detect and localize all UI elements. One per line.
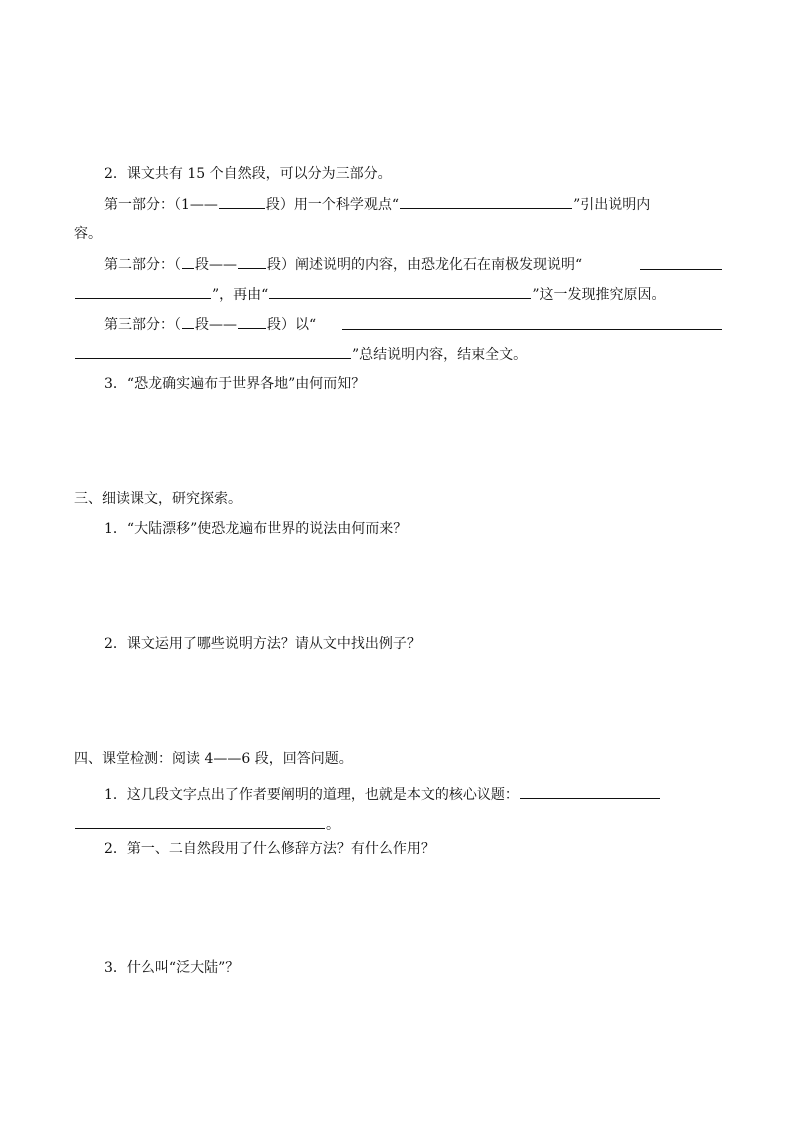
- part-three-end-blank[interactable]: [238, 314, 266, 329]
- part-one-viewpoint-blank[interactable]: [400, 194, 572, 209]
- core-topic-blank-b[interactable]: [75, 814, 325, 829]
- part-two-text-3: ”这一发现推究原因。: [532, 287, 666, 303]
- part-one-line-cont: 容。: [74, 226, 102, 242]
- part-two-text-2: ”，再由“: [212, 287, 269, 303]
- section-four-question-2: 2．第一、二自然段用了什么修辞方法？有什么作用？: [104, 841, 435, 857]
- part-three-summary-blank-a[interactable]: [342, 329, 722, 330]
- part-two-explanation-blank-b[interactable]: [75, 284, 211, 299]
- section-four-question-1-cont: [74, 814, 340, 835]
- section-four-heading: 四、课堂检测：阅读 4——6 段，回答问题。: [74, 751, 353, 767]
- part-one-text: 段）用一个科学观点“: [265, 197, 400, 213]
- part-two-line-cont: [74, 284, 666, 305]
- part-three-dash: 段——: [195, 317, 237, 333]
- core-topic-blank-a[interactable]: [520, 784, 660, 799]
- part-one-line: [104, 194, 650, 215]
- part-three-start-blank[interactable]: [182, 314, 194, 329]
- part-three-text-end: ”总结说明内容，结束全文。: [352, 347, 528, 363]
- part-three-line: [104, 314, 316, 335]
- question-3: 3．“恐龙确实遍布于世界各地”由何而知？: [104, 376, 366, 392]
- section-four-question-1-text: 1．这几段文字点出了作者要阐明的道理，也就是本文的核心议题：: [104, 787, 519, 803]
- part-three-label: 第三部分：（: [104, 317, 181, 333]
- part-two-explanation-blank-a[interactable]: [640, 269, 722, 270]
- part-two-discovery-blank[interactable]: [269, 284, 531, 299]
- part-two-line: [104, 254, 582, 275]
- section-three-question-2: 2．课文运用了哪些说明方法？请从文中找出例子？: [104, 636, 421, 652]
- section-three-heading: 三、细读课文，研究探索。: [74, 491, 242, 507]
- part-two-label: 第二部分：（: [104, 257, 181, 273]
- section-four-question-3: 3．什么叫“泛大陆”？: [104, 960, 240, 976]
- part-three-text: 段）以“: [267, 317, 317, 333]
- part-one-label: 第一部分：（1——: [104, 197, 218, 213]
- section-three-question-1: 1．“大陆漂移”使恐龙遍布世界的说法由何而来？: [104, 521, 408, 537]
- part-two-start-blank[interactable]: [182, 254, 194, 269]
- part-one-text-end: ”引出说明内: [573, 197, 651, 213]
- question-2-intro: 2．课文共有 15 个自然段，可以分为三部分。: [104, 166, 392, 182]
- section-four-question-1: [104, 784, 661, 805]
- part-three-summary-blank-b[interactable]: [75, 344, 351, 359]
- part-two-end-blank[interactable]: [238, 254, 266, 269]
- section-four-question-1-end: 。: [326, 817, 340, 833]
- part-three-line-cont: [74, 344, 527, 365]
- part-two-dash: 段——: [195, 257, 237, 273]
- part-two-text: 段）阐述说明的内容，由恐龙化石在南极发现说明“: [267, 257, 583, 273]
- part-one-end-paragraph-blank[interactable]: [219, 194, 265, 209]
